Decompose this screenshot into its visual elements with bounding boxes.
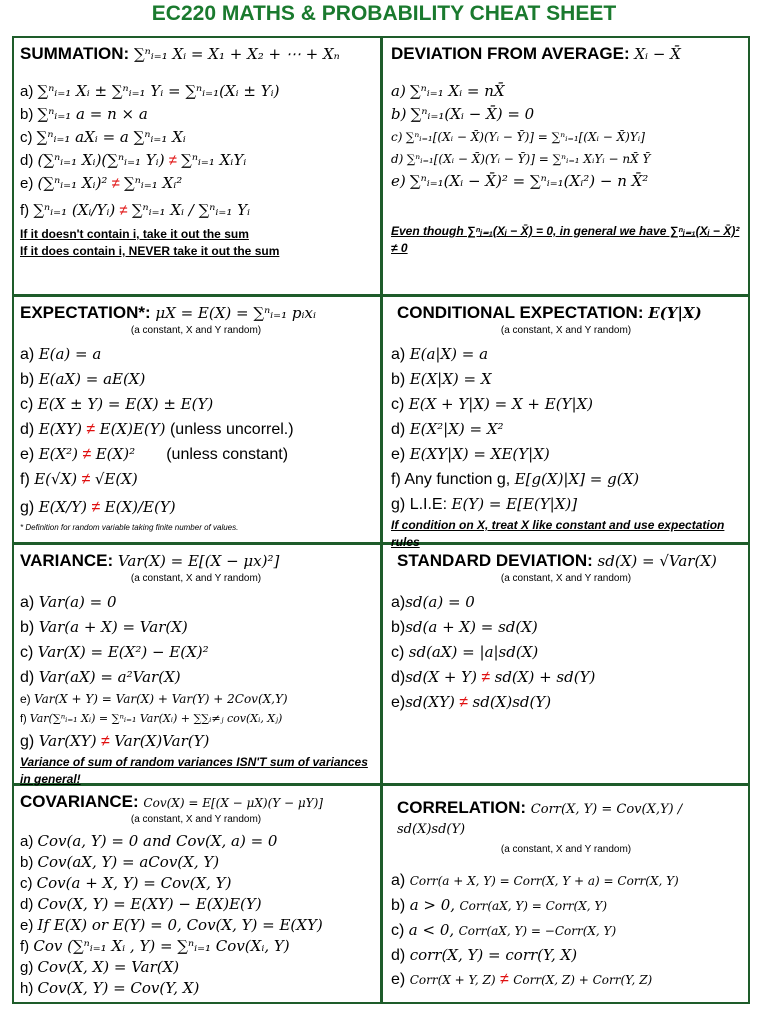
summation-item-c: c) ∑ⁿᵢ₌₁ aXᵢ = a ∑ⁿᵢ₌₁ Xᵢ [20, 128, 186, 146]
condexp-item-g: g) L.I.E: E(Y) = E[E(Y|X)] [391, 495, 578, 513]
correlation-item-b: b) a > 0, Corr(aX, Y) = Corr(X, Y) [391, 896, 608, 914]
variance-item-e: e) Var(X + Y) = Var(X) + Var(Y) + 2Cov(X,Y) [20, 692, 288, 706]
variance-item-b: b) Var(a + X) = Var(X) [20, 618, 188, 636]
condexp-item-e: e) E(XY|X) = XE(Y|X) [391, 445, 550, 463]
expectation-item-b: b) E(aX) = aE(X) [20, 370, 146, 388]
page-title: EC220 MATHS & PROBABILITY CHEAT SHEET [151, 2, 617, 25]
expectation-item-e: e) E(X²) ≠ E(X)² (unless constant) [20, 445, 289, 463]
deviation-item-e: e) ∑ⁿᵢ₌₁(Xᵢ − X̄)² = ∑ⁿᵢ₌₁(Xᵢ²) − n X̄² [391, 172, 649, 190]
expectation-subtitle: (a constant, X and Y random) [130, 325, 262, 336]
covariance-subtitle: (a constant, X and Y random) [130, 814, 262, 825]
correlation-item-a: a) Corr(a + X, Y) = Corr(X, Y + a) = Corr(X, Y) [391, 872, 679, 889]
correlation-subtitle: (a constant, X and Y random) [500, 844, 632, 855]
expectation-heading: EXPECTATION*: μX = E(X) = ∑ⁿᵢ₌₁ pᵢxᵢ [20, 303, 316, 322]
deviation-item-b: b) ∑ⁿᵢ₌₁(Xᵢ − X̄) = 0 [391, 105, 535, 123]
condexp-item-b: b) E(X|X) = X [391, 370, 492, 388]
variance-subtitle: (a constant, X and Y random) [130, 573, 262, 584]
variance-heading: VARIANCE: Var(X) = E[(X − μx)²] [20, 551, 280, 570]
summation-section [12, 38, 380, 294]
summation-note-2: If it does contain i, NEVER take it out the sum [20, 244, 280, 258]
covariance-item-d: d) Cov(X, Y) = E(XY) − E(X)E(Y) [20, 895, 262, 913]
covariance-item-g: g) Cov(X, X) = Var(X) [20, 958, 180, 976]
condexp-item-d: d) E(X²|X) = X² [391, 420, 504, 438]
condexp-item-a: a) E(a|X) = a [391, 345, 489, 363]
covariance-item-f: f) Cov (∑ⁿᵢ₌₁ Xᵢ , Y) = ∑ⁿᵢ₌₁ Cov(Xᵢ, Y) [20, 937, 290, 955]
condexp-heading: CONDITIONAL EXPECTATION: E(Y|X) [397, 303, 702, 322]
covariance-item-h: h) Cov(X, Y) = Cov(Y, X) [20, 979, 200, 997]
deviation-item-d: d) ∑ⁿᵢ₌₁[(Xᵢ − X̄)(Yᵢ − Ȳ)] = ∑ⁿᵢ₌₁ XᵢYᵢ − nX̄ Ȳ [391, 152, 651, 166]
stddev-item-e: e)sd(XY) ≠ sd(X)sd(Y) [391, 693, 552, 711]
variance-item-f: f) Var(∑ⁿᵢ₌₁ Xᵢ) = ∑ⁿᵢ₌₁ Var(Xᵢ) + ∑∑ᵢ≠ⱼ cov(Xᵢ, Xⱼ) [20, 712, 283, 725]
stddev-heading: STANDARD DEVIATION: sd(X) = √Var(X) [397, 551, 717, 570]
summation-note-1: If it doesn't contain i, take it out the sum [20, 227, 249, 241]
condexp-item-c: c) E(X + Y|X) = X + E(Y|X) [391, 395, 594, 413]
expectation-section [12, 297, 380, 542]
correlation-heading: CORRELATION: Corr(X, Y) = Cov(X,Y) / sd(X)sd(Y) [397, 798, 683, 837]
variance-section [12, 545, 380, 786]
summation-heading: SUMMATION: ∑ⁿᵢ₌₁ Xᵢ = X₁ + X₂ + ⋯ + Xₙ [20, 44, 340, 63]
summation-item-a: a) ∑ⁿᵢ₌₁ Xᵢ ± ∑ⁿᵢ₌₁ Yᵢ = ∑ⁿᵢ₌₁(Xᵢ ± Yᵢ) [20, 82, 280, 100]
expectation-item-f: f) E(√X) ≠ √E(X) [20, 470, 138, 488]
variance-item-c: c) Var(X) = E(X²) − E(X)² [20, 643, 209, 661]
correlation-section [383, 786, 749, 1004]
variance-item-g: g) Var(XY) ≠ Var(X)Var(Y) [20, 732, 210, 750]
correlation-item-c: c) a < 0, Corr(aX, Y) = −Corr(X, Y) [391, 921, 617, 939]
standard-deviation-section [383, 545, 749, 783]
covariance-item-b: b) Cov(aX, Y) = aCov(X, Y) [20, 853, 220, 871]
deviation-note: Even though ∑ⁿᵢ₌₁(Xᵢ − X̄) = 0, in general we have ∑ⁿᵢ₌₁(Xᵢ − X̄)² ≠ 0 [391, 224, 740, 255]
covariance-item-a: a) Cov(a, Y) = 0 and Cov(X, a) = 0 [20, 832, 278, 850]
expectation-footnote: * Definition for random variable taking finite number of values. [20, 523, 239, 532]
stddev-item-a: a)sd(a) = 0 [391, 593, 475, 611]
deviation-heading: DEVIATION FROM AVERAGE: Xᵢ − X̄ [391, 44, 681, 63]
deviation-section [383, 38, 749, 294]
condexp-subtitle: (a constant, X and Y random) [500, 325, 632, 336]
stddev-item-b: b)sd(a + X) = sd(X) [391, 618, 538, 636]
covariance-item-e: e) If E(X) or E(Y) = 0, Cov(X, Y) = E(XY) [20, 916, 323, 934]
correlation-item-e: e) Corr(X + Y, Z) ≠ Corr(X, Z) + Corr(Y, Z) [391, 971, 653, 988]
variance-item-a: a) Var(a) = 0 [20, 593, 117, 611]
deviation-item-a: a) ∑ⁿᵢ₌₁ Xᵢ = nX̄ [391, 82, 505, 100]
deviation-item-c: c) ∑ⁿᵢ₌₁[(Xᵢ − X̄)(Yᵢ − Ȳ)] = ∑ⁿᵢ₌₁[(Xᵢ − X̄)Yᵢ] [391, 130, 645, 144]
stddev-item-c: c) sd(aX) = |a|sd(X) [391, 643, 539, 661]
expectation-item-c: c) E(X ± Y) = E(X) ± E(Y) [20, 395, 214, 413]
expectation-item-g: g) E(X/Y) ≠ E(X)/E(Y) [20, 498, 176, 516]
correlation-item-d: d) corr(X, Y) = corr(Y, X) [391, 946, 578, 964]
expectation-item-d: d) E(XY) ≠ E(X)E(Y) (unless uncorrel.) [20, 420, 294, 438]
covariance-heading: COVARIANCE: Cov(X) = E[(X − μX)(Y − μY)] [20, 792, 323, 811]
conditional-expectation-section [383, 297, 749, 549]
variance-item-d: d) Var(aX) = a²Var(X) [20, 668, 181, 686]
expectation-item-a: a) E(a) = a [20, 345, 102, 363]
condexp-item-f: f) Any function g, E[g(X)|X] = g(X) [391, 470, 640, 488]
summation-item-f: f) ∑ⁿᵢ₌₁ (Xᵢ/Yᵢ) ≠ ∑ⁿᵢ₌₁ Xᵢ / ∑ⁿᵢ₌₁ Yᵢ [20, 201, 251, 219]
condexp-note: If condition on X, treat X like constant and use expectation rules [391, 518, 725, 549]
variance-note: Variance of sum of random variances ISN'T sum of variances in general! [20, 755, 368, 786]
summation-item-b: b) ∑ⁿᵢ₌₁ a = n × a [20, 105, 148, 123]
summation-item-e: e) (∑ⁿᵢ₌₁ Xᵢ)² ≠ ∑ⁿᵢ₌₁ Xᵢ² [20, 174, 183, 192]
covariance-section [12, 786, 380, 1004]
stddev-subtitle: (a constant, X and Y random) [500, 573, 632, 584]
covariance-item-c: c) Cov(a + X, Y) = Cov(X, Y) [20, 874, 232, 892]
stddev-item-d: d)sd(X + Y) ≠ sd(X) + sd(Y) [391, 668, 596, 686]
summation-item-d: d) (∑ⁿᵢ₌₁ Xᵢ)(∑ⁿᵢ₌₁ Yᵢ) ≠ ∑ⁿᵢ₌₁ XᵢYᵢ [20, 151, 247, 169]
